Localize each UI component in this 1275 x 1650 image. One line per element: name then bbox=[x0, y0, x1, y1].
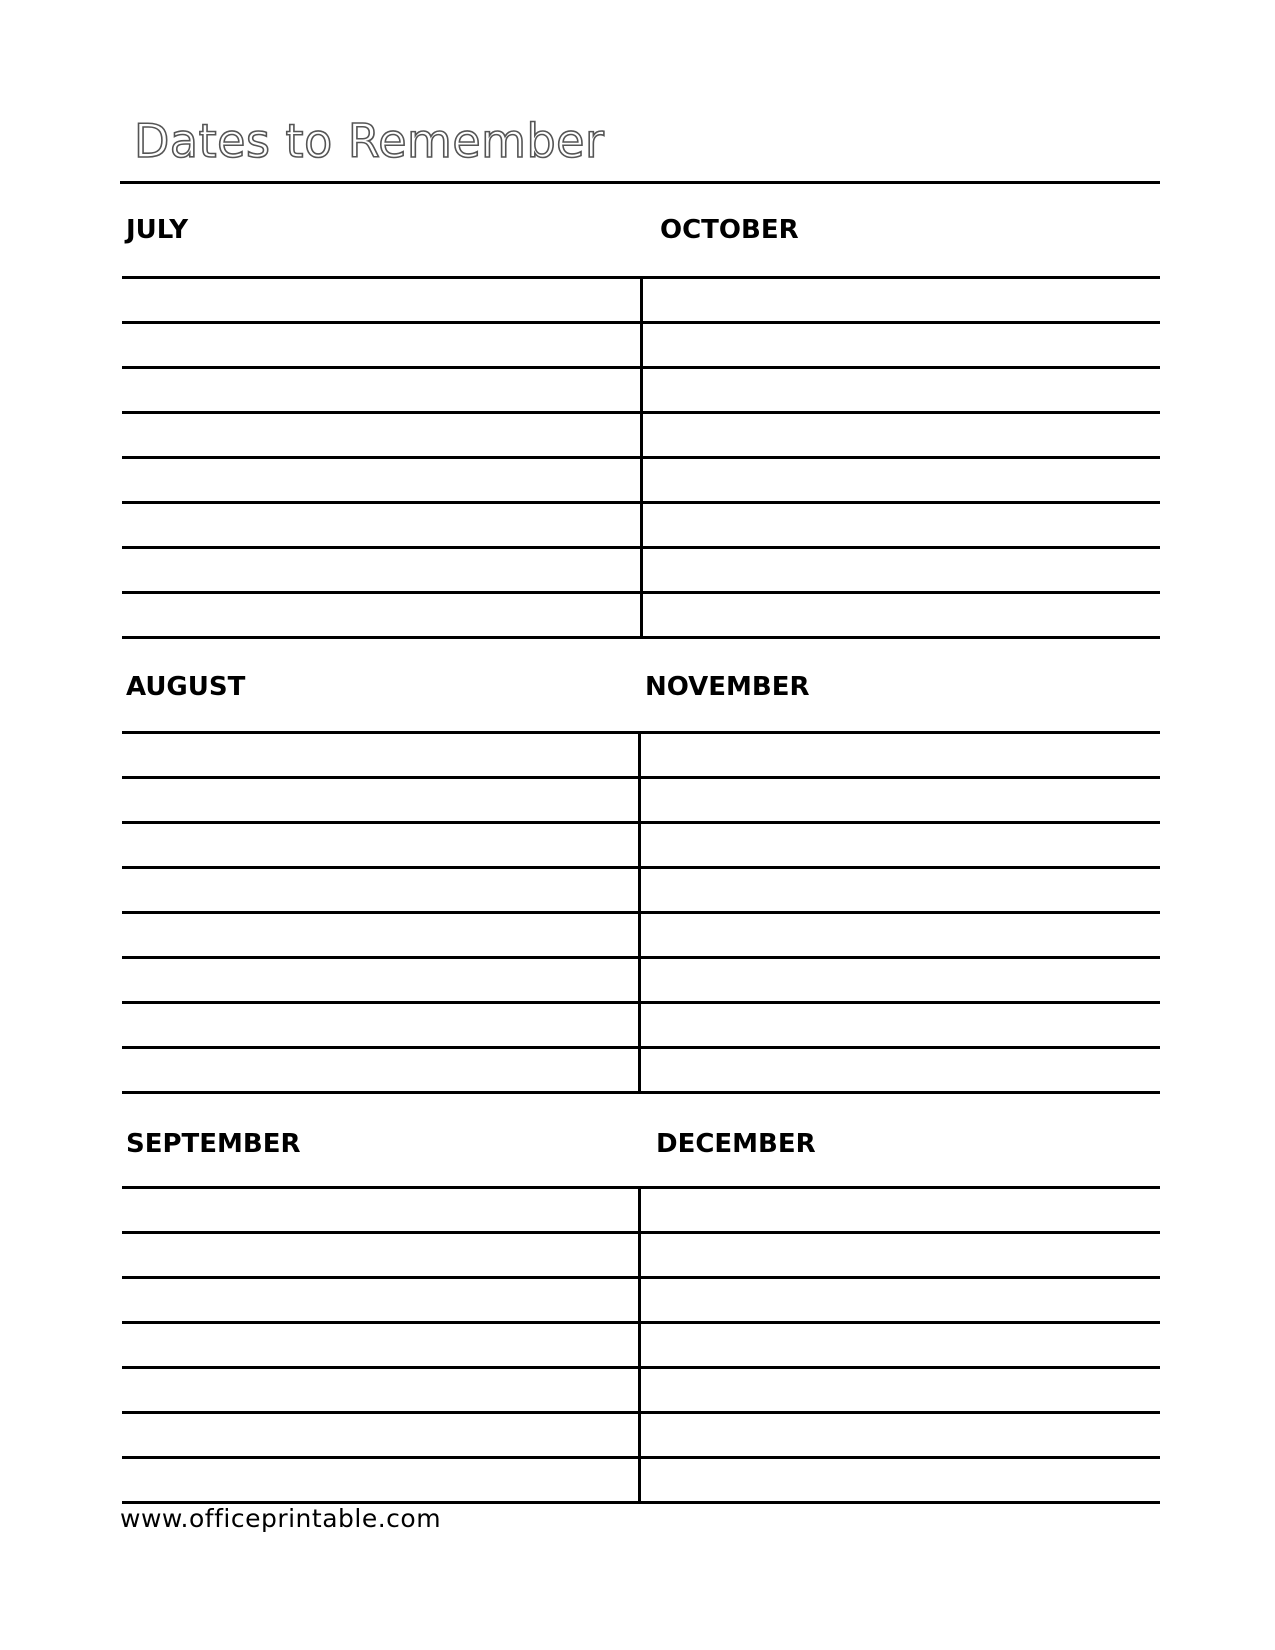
title-divider bbox=[120, 181, 1160, 184]
writing-line bbox=[122, 1001, 1160, 1004]
writing-line bbox=[122, 1456, 1160, 1459]
writing-line bbox=[122, 1276, 1160, 1279]
writing-line bbox=[122, 911, 1160, 914]
month-label-july: JULY bbox=[126, 215, 189, 245]
writing-line bbox=[122, 776, 1160, 779]
writing-line bbox=[122, 1411, 1160, 1414]
month-label-december: DECEMBER bbox=[656, 1129, 816, 1159]
month-label-september: SEPTEMBER bbox=[126, 1129, 301, 1159]
writing-line bbox=[122, 1231, 1160, 1234]
month-label-august: AUGUST bbox=[126, 672, 246, 702]
writing-line bbox=[122, 821, 1160, 824]
writing-line bbox=[122, 1321, 1160, 1324]
writing-line bbox=[122, 1366, 1160, 1369]
column-divider bbox=[640, 276, 643, 638]
column-divider bbox=[638, 1186, 641, 1503]
month-label-november: NOVEMBER bbox=[645, 672, 810, 702]
footer-url: www.officeprintable.com bbox=[120, 1504, 442, 1533]
writing-line bbox=[122, 1186, 1160, 1189]
writing-line bbox=[122, 1091, 1160, 1094]
column-divider bbox=[638, 731, 641, 1093]
month-label-october: OCTOBER bbox=[660, 215, 799, 245]
writing-line bbox=[122, 866, 1160, 869]
writing-line bbox=[122, 956, 1160, 959]
writing-line bbox=[122, 731, 1160, 734]
writing-line bbox=[122, 1046, 1160, 1049]
page-title: Dates to Remember bbox=[134, 114, 605, 168]
